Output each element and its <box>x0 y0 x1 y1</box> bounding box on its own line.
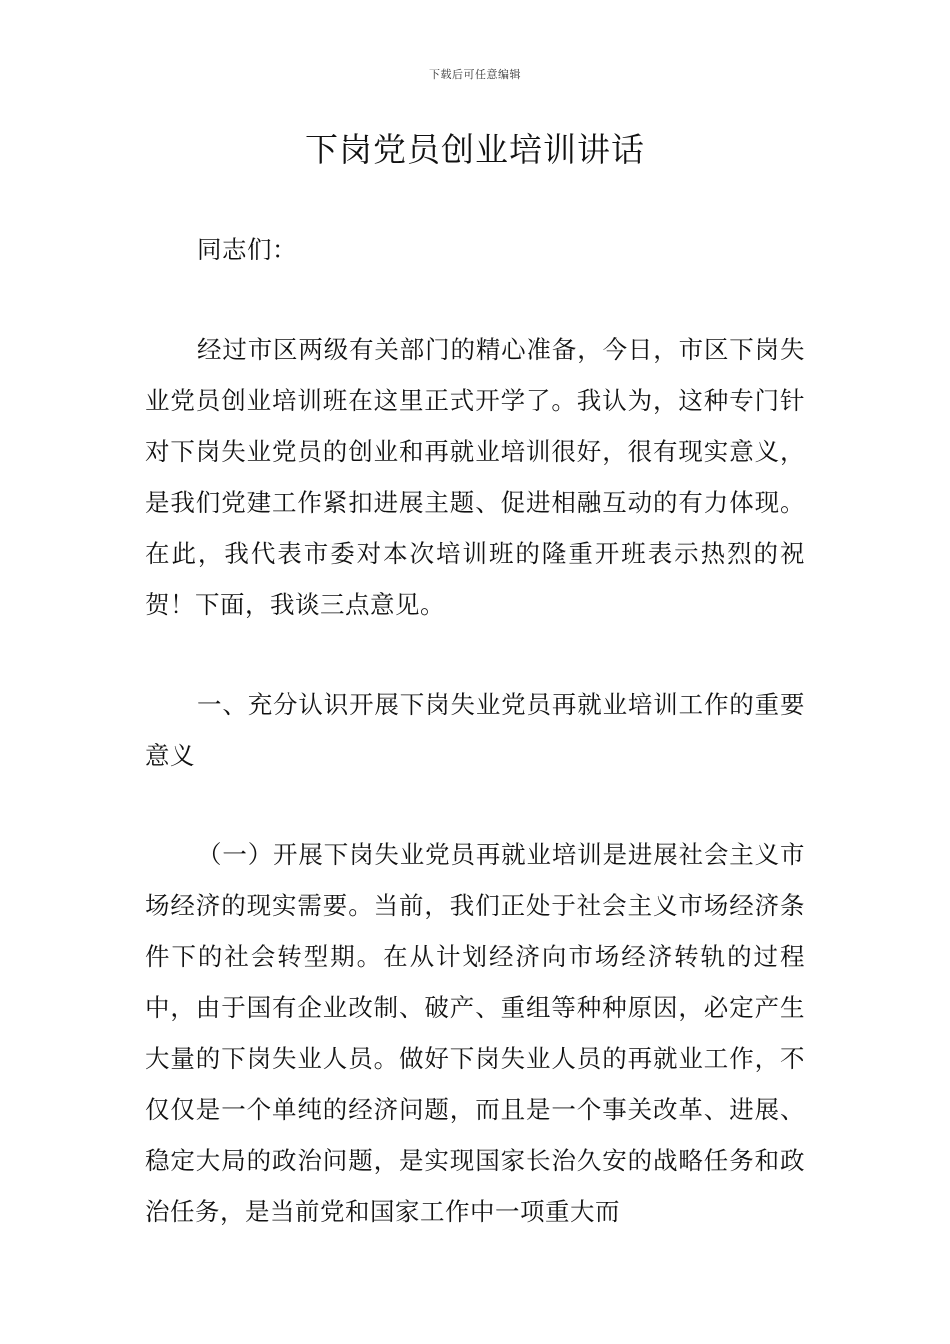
paragraph-subsection-1: （一）开展下岗失业党员再就业培训是进展社会主义市场经济的现实需要。当前，我们正处于社会主义市场经济条件下的社会转型期。在从计划经济向市场经济转轨的过程中，由于国有企业改制、破产、重组等种种原因，必定产生大量的下岗失业人员。做好下岗失业人员的再就业工作，不仅仅是一个单纯的经济问题，而且是一个事关改革、进展、稳定大局的政治问题，是实现国家长治久安的战略任务和政治任务，是当前党和国家工作中一项重大而 <box>145 840 805 1226</box>
paragraph-intro: 经过市区两级有关部门的精心准备，今日，市区下岗失业党员创业培训班在这里正式开学了。我认为，这种专门针对下岗失业党员的创业和再就业培训很好，很有现实意义，是我们党建工作紧扣进展主题、促进相融互动的有力体现。在此，我代表市委对本次培训班的隆重开班表示热烈的祝贺！下面，我谈三点意见。 <box>145 335 805 619</box>
section-heading-1: 一、充分认识开展下岗失业党员再就业培训工作的重要意义 <box>145 690 805 770</box>
greeting: 同志们： <box>197 235 297 264</box>
header-note: 下载后可任意编辑 <box>429 68 521 81</box>
document-title: 下岗党员创业培训讲话 <box>305 130 645 169</box>
